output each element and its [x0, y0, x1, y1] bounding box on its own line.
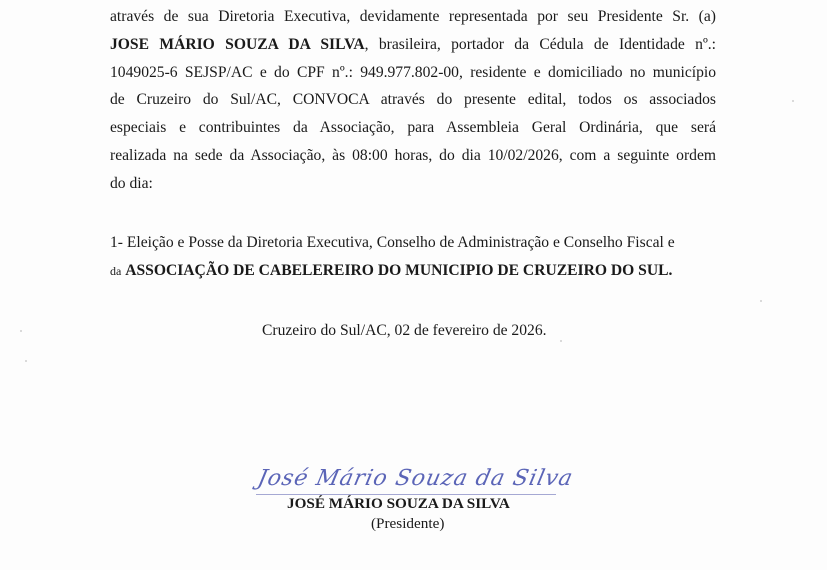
signer-name: JOSÉ MÁRIO SOUZA DA SILVA — [287, 495, 510, 512]
scan-speck — [560, 340, 562, 342]
paragraph-line: do dia: — [110, 174, 153, 192]
agenda-list — [110, 229, 730, 286]
paragraph-line-text: , brasileira, portador da Cédula de Identidade nº.: — [364, 35, 717, 53]
convocation-paragraph — [110, 3, 716, 198]
paragraph-line: realizada na sede da Associação, às 08:00 horas, do dia 10/02/2026, com a seguinte ordem — [110, 146, 716, 164]
handwritten-signature: José Mário Souza da Silva — [255, 466, 576, 491]
scan-speck — [760, 300, 762, 302]
agenda-item-line: 1- Eleição e Posse da Diretoria Executiva, Conselho de Administração e Conselho Fiscal e — [110, 234, 675, 251]
agenda-item-line — [110, 257, 730, 286]
scan-speck — [25, 360, 27, 362]
scan-speck — [792, 100, 794, 102]
paragraph-line: de Cruzeiro do Sul/AC, CONVOCA através do presente edital, todos os associados — [110, 91, 716, 109]
scan-speck — [20, 330, 22, 332]
association-name: ASSOCIAÇÃO DE CABELEREIRO DO MUNICIPIO DE CRUZEIRO DO SUL. — [125, 261, 673, 279]
paragraph-line: especiais e contribuintes da Associação, para Assembleia Geral Ordinária, que será — [110, 119, 716, 137]
place-and-date: Cruzeiro do Sul/AC, 02 de fevereiro de 2026. — [262, 322, 547, 339]
agenda-prefix: da — [110, 263, 122, 278]
president-name: JOSE MÁRIO SOUZA DA SILVA — [110, 35, 365, 53]
signer-role: (Presidente) — [371, 515, 445, 532]
signature-block — [240, 466, 620, 546]
paragraph-line — [110, 31, 716, 59]
paragraph-line: 1049025-6 SEJSP/AC e do CPF nº.: 949.977.802-00, residente e domiciliado no município — [110, 63, 716, 81]
paragraph-line: através de sua Diretoria Executiva, devidamente representada por seu Presidente Sr. (a) — [110, 8, 716, 25]
